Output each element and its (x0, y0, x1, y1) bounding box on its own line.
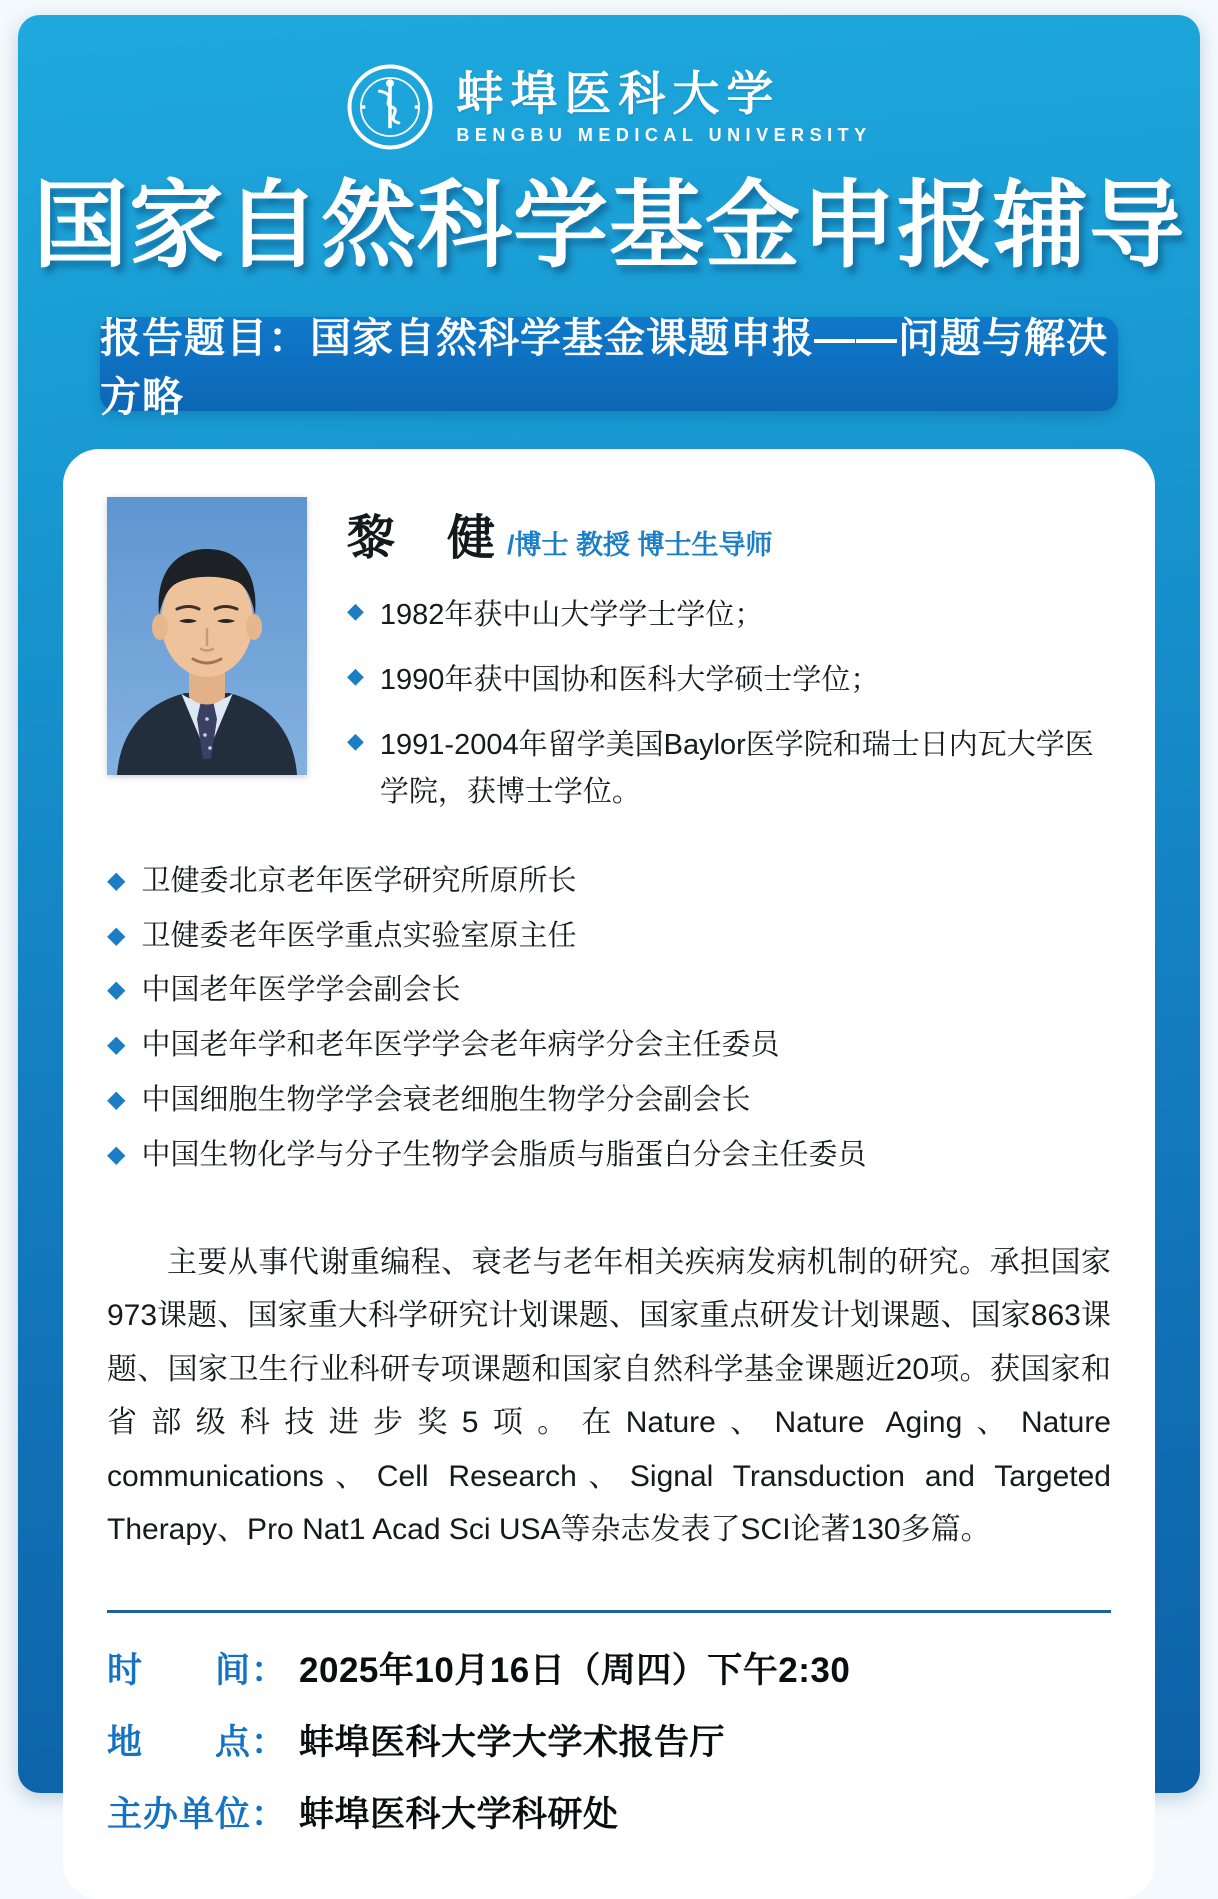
event-time-label: 时 间： (107, 1651, 288, 1691)
position-item-text: 中国老年学和老年医学学会老年病学分会主任委员 (141, 1029, 780, 1062)
event-location-value: 蚌埠医科大学大学术报告厅 (299, 1723, 726, 1763)
speaker-titles: /博士 教授 博士生导师 (507, 529, 773, 560)
diamond-bullet-icon: ◆ (107, 866, 126, 894)
speaker-bio: 主要从事代谢重编程、衰老与老年相关疾病发病机制的研究。承担国家973课题、国家重大科学研究计划课题、国家重点研发计划课题、国家863课题、国家卫生行业科研专项课题和国家自然科学基金课题近20项。获国家和省部级科技进步奖5项。在Nature、Nature Aging、Nature communications、Cell Research、Signal Transduction and Targeted Therapy、Pro Nat1 Acad Sci USA等杂志发表了SCI论著130多篇。 (107, 1245, 1111, 1546)
education-item-text: 1982年获中山大学学士学位； (379, 598, 764, 631)
list-item (107, 1140, 1111, 1172)
position-item-text: 卫健委北京老年医学研究所原所长 (141, 864, 577, 897)
diamond-bullet-icon: ◆ (107, 921, 126, 949)
event-time-value: 2025年10月16日（周四）下午2:30 (299, 1651, 851, 1691)
event-location-label: 地 点： (107, 1723, 288, 1763)
diamond-bullet-icon: ◆ (107, 1086, 126, 1114)
speaker-photo (107, 497, 307, 775)
university-seal-icon (346, 63, 434, 151)
speaker-intro-block (347, 497, 1111, 834)
diamond-bullet-icon: ◆ (347, 597, 364, 623)
university-name-block (456, 68, 871, 147)
report-title-banner (100, 314, 1118, 420)
list-item (107, 921, 1111, 953)
diamond-bullet-icon: ◆ (107, 1141, 126, 1169)
education-item-text: 1991-2004年留学美国Baylor医学院和瑞士日内瓦大学医学院，获博士学位。 (379, 728, 1094, 808)
position-item-text: 中国老年医学学会副会长 (141, 974, 461, 1007)
diamond-bullet-icon: ◆ (107, 976, 126, 1004)
position-item-text: 卫健委老年医学重点实验室原主任 (141, 919, 577, 952)
education-item-text: 1990年获中国协和医科大学硕士学位； (379, 663, 880, 696)
list-item (347, 722, 1111, 816)
section-divider (107, 1610, 1111, 1613)
event-location-row (107, 1715, 1111, 1765)
list-item (107, 866, 1111, 898)
event-organizer-value: 蚌埠医科大学科研处 (299, 1795, 619, 1835)
list-item (107, 975, 1111, 1007)
position-item-text: 中国细胞生物学学会衰老细胞生物学分会副会长 (141, 1084, 751, 1117)
diamond-bullet-icon: ◆ (107, 1031, 126, 1059)
speaker-name: 黎 健 (347, 511, 498, 565)
lecture-poster (18, 15, 1200, 1835)
event-organizer-row (107, 1787, 1111, 1837)
speaker-name-line (347, 499, 1111, 568)
position-item-text: 中国生物化学与分子生物学会脂质与脂蛋白分会主任委员 (141, 1139, 867, 1172)
list-item (107, 1030, 1111, 1062)
event-info-section (107, 1643, 1111, 1837)
list-item (107, 1085, 1111, 1117)
diamond-bullet-icon: ◆ (347, 662, 364, 688)
diamond-bullet-icon: ◆ (347, 727, 364, 753)
event-organizer-label: 主办单位： (107, 1795, 288, 1835)
poster-main-title: 国家自然科学基金申报辅导 (32, 173, 1185, 279)
report-title-text: 报告题目：国家自然科学基金课题申报——问题与解决方略 (100, 314, 1108, 420)
university-header (18, 63, 1200, 151)
event-time-row (107, 1643, 1111, 1693)
speaker-profile-section (107, 497, 1111, 834)
speaker-card (63, 449, 1155, 1899)
list-item (347, 592, 1111, 639)
list-item (347, 657, 1111, 704)
university-name-zh: 蚌埠医科大学 (456, 66, 781, 120)
university-name-en: BENGBU MEDICAL UNIVERSITY (456, 125, 872, 146)
education-list (347, 592, 1111, 816)
positions-list (107, 866, 1111, 1172)
